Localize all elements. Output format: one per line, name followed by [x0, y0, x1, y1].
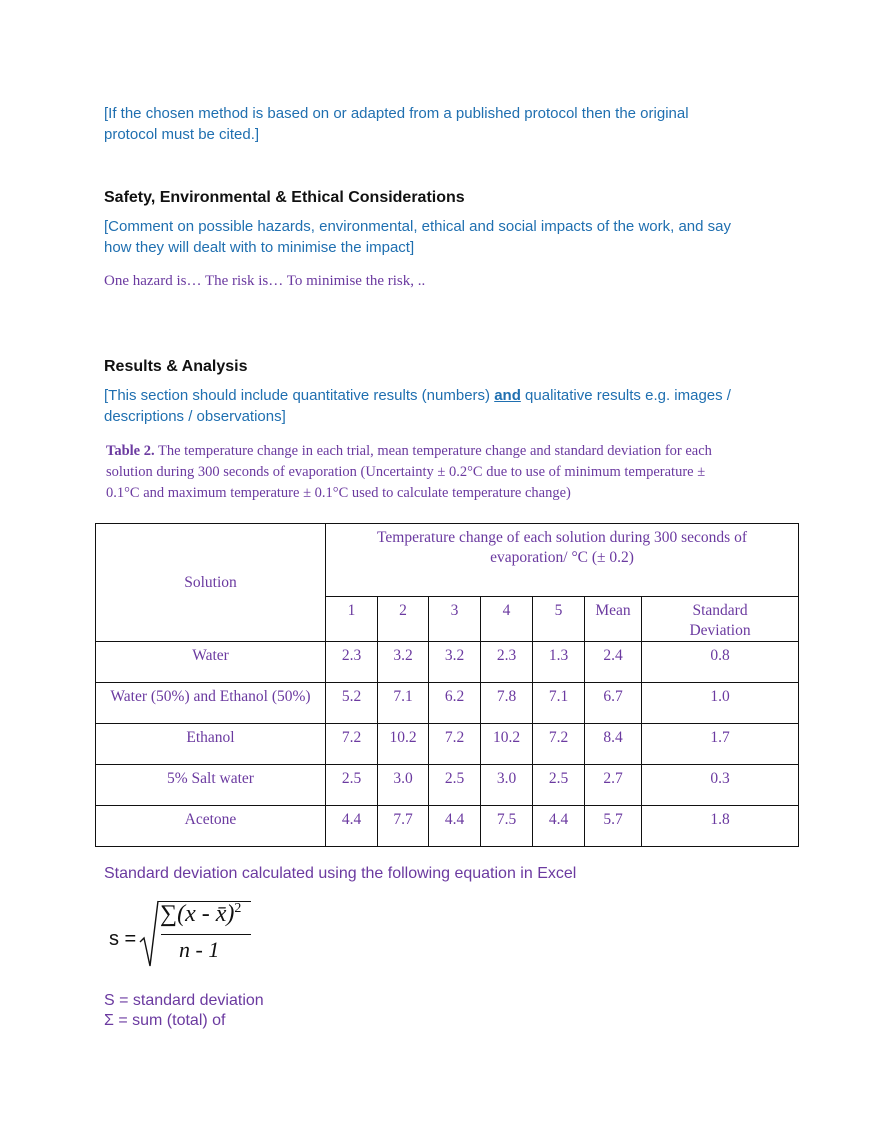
definition-line-1: S = standard deviation: [104, 992, 264, 1009]
caption-line-2: solution during 300 seconds of evaporation (Uncertainty ± 0.2°C due to use of minimum temperature ±: [106, 464, 706, 480]
caption-line-3: 0.1°C and maximum temperature ± 0.1°C used to calculate temperature change): [106, 485, 571, 501]
formula-denominator: n - 1: [179, 937, 220, 962]
method-note: [104, 103, 689, 145]
numerator-expression: (x - x̄): [177, 901, 235, 927]
formula-lhs: s =: [109, 928, 137, 950]
value-cell: 7.2: [533, 724, 585, 765]
value-cell: 10.2: [378, 724, 429, 765]
value-cell: 4.4: [533, 806, 585, 847]
solution-header: Solution: [96, 524, 326, 642]
solution-cell: Water: [96, 642, 326, 683]
column-header: 4: [481, 597, 533, 642]
value-cell: 7.1: [378, 683, 429, 724]
caption-text-1: The temperature change in each trial, mean temperature change and standard deviation for each: [154, 443, 712, 459]
value-cell: 3.0: [378, 765, 429, 806]
table-row: [96, 642, 799, 683]
std-cell: 0.8: [642, 642, 799, 683]
mean-cell: 2.7: [585, 765, 642, 806]
safety-prompt-line-2: how they will dealt with to minimise the impact]: [104, 239, 415, 256]
table-row: [96, 683, 799, 724]
value-cell: 2.3: [481, 642, 533, 683]
std-formula: [105, 898, 265, 970]
solution-cell: 5% Salt water: [96, 765, 326, 806]
std-note: Standard deviation calculated using the following equation in Excel: [104, 865, 577, 882]
results-heading: Results & Analysis: [104, 358, 248, 375]
caption-label: Table 2.: [106, 443, 155, 459]
safety-prompt-line-1: [Comment on possible hazards, environmental, ethical and social impacts of the work, and say: [104, 218, 731, 235]
formula-numerator: [160, 901, 241, 928]
results-table: [95, 523, 799, 847]
table-row: [96, 765, 799, 806]
value-cell: 7.1: [533, 683, 585, 724]
safety-response: One hazard is… The risk is… To minimise the risk, ..: [104, 273, 426, 289]
value-cell: 3.2: [429, 642, 481, 683]
value-cell: 7.5: [481, 806, 533, 847]
value-cell: 3.0: [481, 765, 533, 806]
value-cell: 1.3: [533, 642, 585, 683]
value-cell: 7.8: [481, 683, 533, 724]
sum-symbol: ∑: [160, 901, 178, 927]
value-cell: 4.4: [429, 806, 481, 847]
solution-cell: Acetone: [96, 806, 326, 847]
value-cell: 2.3: [326, 642, 378, 683]
column-header: 1: [326, 597, 378, 642]
table-row: [96, 806, 799, 847]
caption-line-1: [106, 441, 806, 462]
results-prompt-pre: [This section should include quantitative results (numbers): [104, 387, 495, 404]
mean-cell: 5.7: [585, 806, 642, 847]
column-header: Mean: [585, 597, 642, 642]
table-caption: [106, 441, 806, 504]
value-cell: 10.2: [481, 724, 533, 765]
group-header: Temperature change of each solution during 300 seconds of evaporation/ °C (± 0.2): [326, 524, 799, 597]
results-prompt-line-2: descriptions / observations]: [104, 408, 286, 425]
std-cell: 0.3: [642, 765, 799, 806]
column-header: 3: [429, 597, 481, 642]
value-cell: 5.2: [326, 683, 378, 724]
column-header: Standard Deviation: [642, 597, 799, 642]
value-cell: 3.2: [378, 642, 429, 683]
radical-sign-icon: [139, 900, 159, 968]
numerator-exponent: 2: [234, 901, 242, 916]
value-cell: 7.2: [429, 724, 481, 765]
and-emphasis: and: [494, 387, 521, 404]
table-row: [96, 724, 799, 765]
safety-prompt: [104, 216, 731, 258]
solution-cell: Water (50%) and Ethanol (50%): [96, 683, 326, 724]
value-cell: 7.2: [326, 724, 378, 765]
method-note-line-1: [If the chosen method is based on or adapted from a published protocol then the original: [104, 105, 689, 122]
std-cell: 1.8: [642, 806, 799, 847]
std-cell: 1.7: [642, 724, 799, 765]
value-cell: 4.4: [326, 806, 378, 847]
definition-line-2: Σ = sum (total) of: [104, 1012, 226, 1029]
solution-cell: Ethanol: [96, 724, 326, 765]
value-cell: 7.7: [378, 806, 429, 847]
definitions: [104, 991, 264, 1031]
std-cell: 1.0: [642, 683, 799, 724]
value-cell: 2.5: [429, 765, 481, 806]
results-prompt-post: qualitative results e.g. images /: [520, 387, 731, 404]
method-note-line-2: protocol must be cited.]: [104, 126, 260, 143]
mean-cell: 6.7: [585, 683, 642, 724]
fraction-bar: [161, 934, 251, 935]
results-prompt-line-1: [104, 385, 731, 406]
mean-cell: 2.4: [585, 642, 642, 683]
column-header: 5: [533, 597, 585, 642]
value-cell: 2.5: [326, 765, 378, 806]
column-header: 2: [378, 597, 429, 642]
safety-heading: Safety, Environmental & Ethical Considerations: [104, 189, 465, 206]
value-cell: 2.5: [533, 765, 585, 806]
value-cell: 6.2: [429, 683, 481, 724]
results-prompt: [104, 385, 731, 427]
mean-cell: 8.4: [585, 724, 642, 765]
